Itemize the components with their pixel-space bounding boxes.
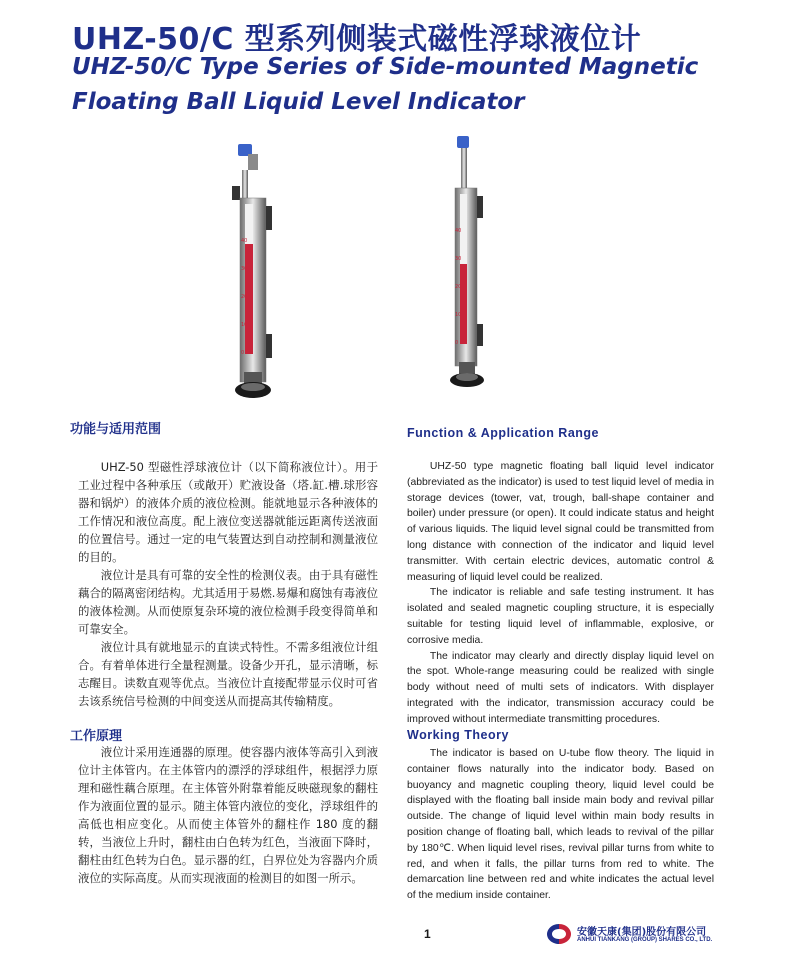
working-heading-cn: 工作原理 — [70, 729, 123, 744]
working-text-en — [407, 746, 714, 904]
paragraph: 液位计是具有可靠的安全性的检测仪表。由于具有磁性藕合的隔离密闭结构。尤其适用于易燃.易爆和腐蚀有毒液位的液体检测。从而使原复杂环境的液位检测手段变得简单和可靠安全。 — [78, 568, 378, 636]
level-indicator-illustration-1 — [222, 134, 302, 400]
paragraph: The indicator is based on U-tube flow theory. The liquid in container flows naturally into the indicator body. Based on buoyancy and magnetic coupling theory, liquid level could be displayed with the floating ball inside main body and revival pillar outside. The change of liquid level within main body results in position change of floating ball, which leads to revival of the pillar by 180℃. When liquid level rises, revival pillar turns from white to red, and when it falls, the pillar turns from red to white. The demarcation line between red and white indicates the actual level of the medium inside container. — [407, 748, 714, 902]
paragraph: UHZ-50 type magnetic floating ball liquid level indicator (abbreviated as the indicator) is used to test liquid level of media in storage devices (tower, vat, trough, ball-shape container and boiler) under pressure (or open). It could indicate status and height of various liquids. The liquid level signal could be transmitted from long distance with connection of the indicator and liquid level transmitter. With certain electric devices, automatic control & measuring of liquid level could be realized. — [407, 461, 714, 583]
scale-label: 30 — [241, 266, 248, 272]
page-title-en-line2: Floating Ball Liquid Level Indicator — [72, 89, 525, 115]
page-title-cn: UHZ-50/C 型系列侧装式磁性浮球液位计 — [72, 22, 642, 57]
working-heading-en: Working Theory — [407, 728, 509, 742]
scale-label: 10 — [455, 312, 462, 318]
paragraph: The indicator is reliable and safe testing instrument. It has isolated and sealed magnetic coupling structure, it is especially suitable for testing liquid level of inflammable, explosive, or corrosive media. — [407, 587, 714, 646]
transmitter-head — [457, 136, 469, 148]
page-title-en-line1: UHZ-50/C Type Series of Side-mounted Magnetic — [72, 54, 699, 80]
scale-label: 40 — [241, 238, 248, 244]
scale-label: 10 — [241, 322, 248, 328]
function-heading-en: Function & Application Range — [407, 426, 600, 440]
scale-label: 0 — [241, 350, 245, 356]
page-number: 1 — [424, 927, 431, 941]
paragraph: UHZ-50 型磁性浮球液位计（以下简称液位计）。用于工业过程中各种承压（或敞开）贮液设备（塔.缸.槽.球形容器和锅炉）的液体介质的液位检测。能就地显示各种液体的工作情况和液位高度。配上液位变送器就能远距离传送液面的位置信号。通过一定的电气装置达到自动控制和测量液位的目的。 — [78, 460, 378, 564]
scale-label: 40 — [455, 228, 462, 234]
working-text-cn — [78, 743, 378, 887]
company-name-en: ANHUI TIANKANG (GROUP) SHARES CO., LTD. — [577, 937, 713, 943]
company-name-cn: 安徽天康(集团)股份有限公司 — [577, 927, 707, 938]
function-text-en — [407, 459, 714, 728]
paragraph: 液位计采用连通器的原理。使容器内液体等高引入到液位计主体管内。在主体管内的漂浮的浮球组件，根据浮力原理和磁性藕合原理。在主体管外附靠着能反映磁现象的翻柱作为液面位置的显示。随主体管内液位的变化，浮球组件的高低也相应变化。从而使主体管外的翻柱作 180 度的翻转，当液位上升时，翻柱由白色转为红色，当液面下降时，翻柱由红色转为白色。显示器的红，白界位处为容器内介质液位的实际高度。从而实现液面的检测目的如图一所示。 — [78, 745, 378, 885]
scale-label: 0 — [455, 340, 459, 346]
scale-label: 30 — [455, 256, 462, 262]
scale-label: 20 — [455, 284, 462, 290]
paragraph: 液位计具有就地显示的直读式特性。不需多组液位计组合。有着单体进行全量程测量。设备少开孔，显示清晰，标志醒目。读数直观等优点。当液位计直接配带显示仪时可省去该系统信号检测的中间变送从而提高其传输精度。 — [78, 640, 378, 708]
scale-label: 20 — [241, 294, 248, 300]
function-text-cn — [78, 458, 378, 710]
paragraph: The indicator may clearly and directly display liquid level on the spot. Whole-range measuring could be realized with single body without need of multi sets of indicators. With displayer integrated with the indicator, transmission accuracy could be improved without intermediate transmitting procedures. — [407, 650, 714, 725]
red-level-column — [460, 264, 467, 344]
level-indicator-illustration-2 — [443, 134, 523, 390]
function-heading-cn: 功能与适用范围 — [70, 422, 162, 437]
company-logo-icon — [545, 922, 573, 946]
